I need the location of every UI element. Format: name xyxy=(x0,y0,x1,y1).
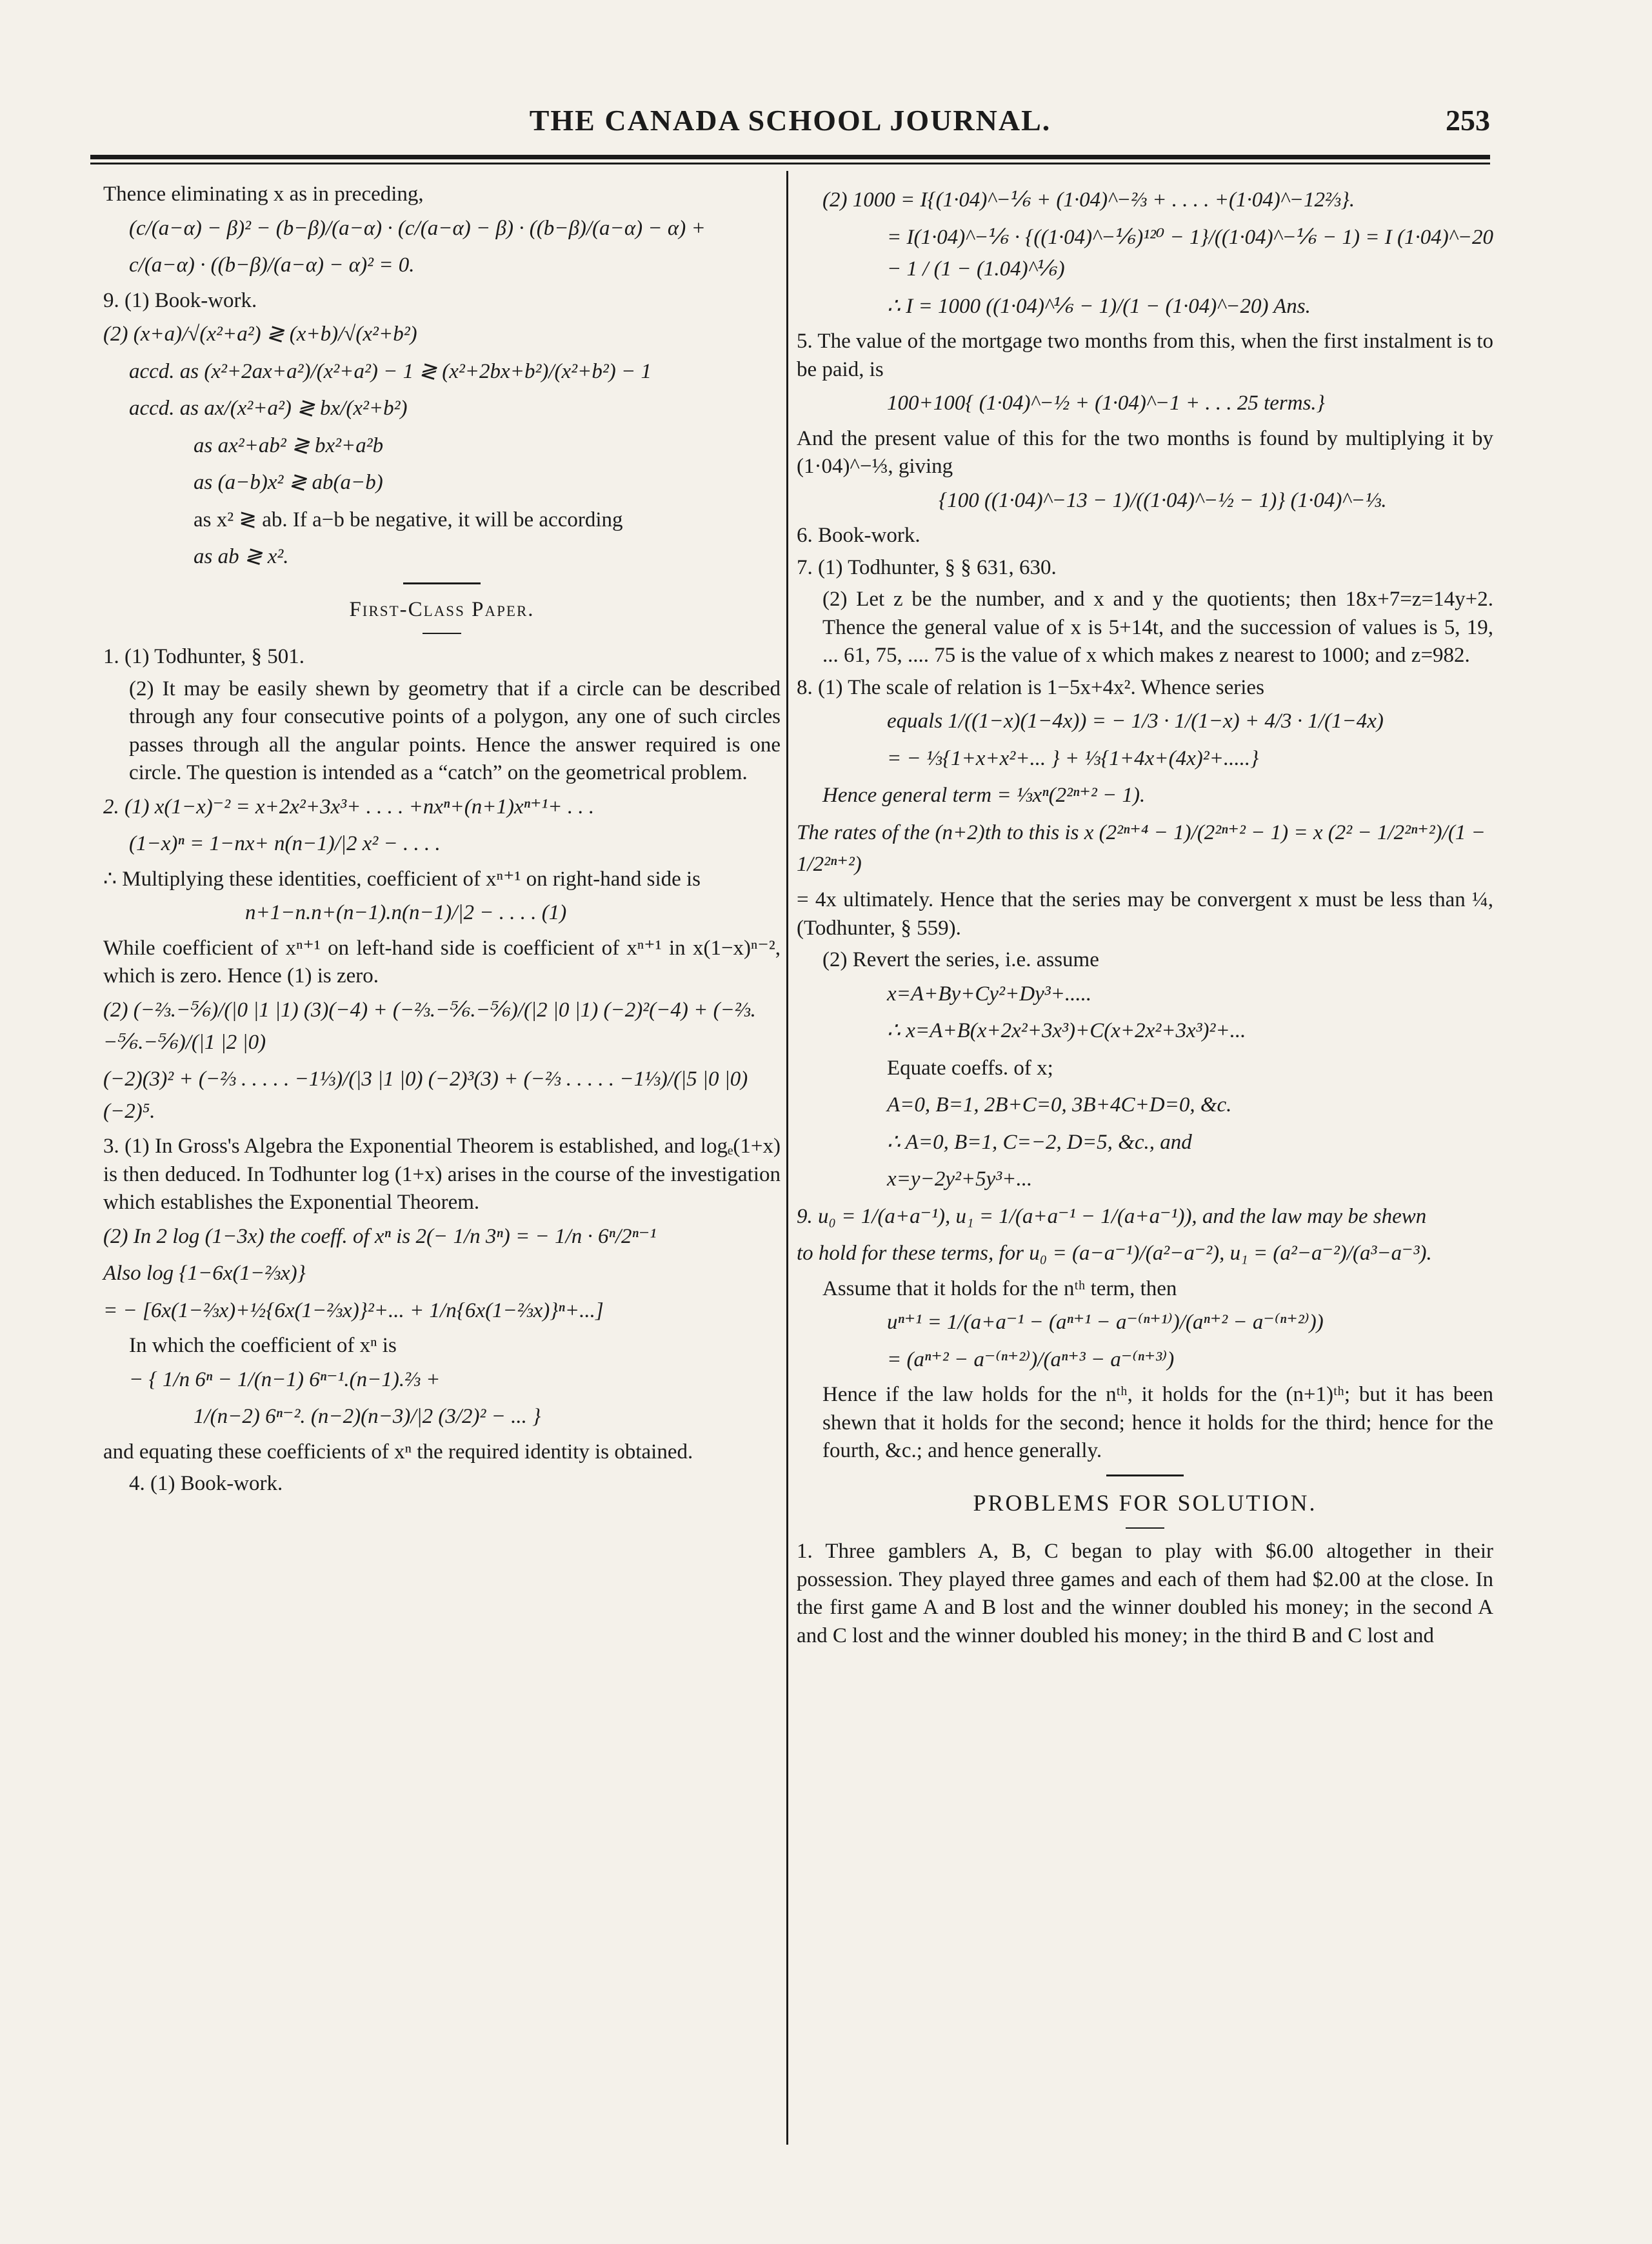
section-rule xyxy=(403,582,481,584)
equation: as ab ≷ x². xyxy=(194,545,289,569)
equation: x=A+By+Cy²+Dy³+..... xyxy=(887,982,1092,1006)
equation: x=y−2y²+5y³+... xyxy=(887,1167,1033,1191)
paragraph: 8. (1) The scale of relation is 1−5x+4x². Whence series xyxy=(797,675,1264,699)
equation: uⁿ⁺¹ = 1/(a+a⁻¹ − (aⁿ⁺¹ − a⁻⁽ⁿ⁺¹⁾)/(aⁿ⁺² − a⁻⁽ⁿ⁺²⁾)) xyxy=(887,1311,1324,1335)
equation: 1/(n−2) 6ⁿ⁻². (n−2)(n−3)/|2 (3/2)² − ... } xyxy=(194,1405,541,1429)
running-header xyxy=(90,103,1490,148)
equation: = I(1·04)^−⅙ · {((1·04)^−⅙)¹²⁰ − 1}/((1·04)^−⅙ − 1) = I (1·04)^−20 − 1 / (1 − (1.04)^⅙) xyxy=(887,225,1493,281)
section-rule xyxy=(423,633,461,634)
equation: Hence general term = ⅓xⁿ(2²ⁿ⁺² − 1). xyxy=(822,784,1146,808)
left-column xyxy=(103,181,781,1502)
equation: (2) In 2 log (1−3x) the coeff. of xⁿ is 2(− 1/n 3ⁿ) = − 1/n · 6ⁿ/2ⁿ⁻¹ xyxy=(103,1224,657,1248)
paragraph: Hence if the law holds for the nᵗʰ, it holds for the (n+1)ᵗʰ; but it has been shewn that it holds for the second; hence it holds for the third; hence for the fourth, &c.; and hence generally. xyxy=(822,1383,1493,1463)
equation: (−2)(3)² + (−⅔ . . . . . −1⅓)/(|3 |1 |0) (−2)³(3) + (−⅔ . . . . . −1⅓)/(|5 |0 |0) (−2)⁵. xyxy=(103,1067,748,1123)
answer-heading: 6. Book-work. xyxy=(797,524,921,548)
equation: accd. as ax/(x²+a²) ≷ bx/(x²+b²) xyxy=(129,397,408,421)
equation: n+1−n.n+(n−1).n(n−1)/|2 − . . . . (1) xyxy=(245,901,567,925)
section-heading: First-Class Paper. xyxy=(349,597,535,621)
answer-heading: 9. (1) Book-work. xyxy=(103,288,257,312)
equation: − { 1/n 6ⁿ − 1/(n−1) 6ⁿ⁻¹.(n−1).⅔ + xyxy=(129,1367,441,1391)
equation: ∴ I = 1000 ((1·04)^⅙ − 1)/(1 − (1·04)^−20) Ans. xyxy=(887,294,1311,318)
equation: {100 ((1·04)^−13 − 1)/((1·04)^−½ − 1)} (1·04)^−⅓. xyxy=(939,488,1387,512)
equation: The rates of the (n+2)th to this is x (2²ⁿ⁺⁴ − 1)/(2²ⁿ⁺² − 1) = x (2² − 1/2²ⁿ⁺²)/(1 − 1/2²ⁿ⁺²) xyxy=(797,820,1486,877)
journal-title: THE CANADA SCHOOL JOURNAL. xyxy=(529,104,1051,137)
paragraph: = 4x ultimately. Hence that the series may be convergent x must be less than ¼, (Todhunter, § 559). xyxy=(797,888,1493,940)
equation: accd. as (x²+2ax+a²)/(x²+a²) − 1 ≷ (x²+2bx+b²)/(x²+b²) − 1 xyxy=(129,359,652,383)
equation: (2) (−⅔.−⅚)/(|0 |1 |1) (3)(−4) + (−⅔.−⅚.−⅚)/(|2 |0 |1) (−2)²(−4) + (−⅔.−⅚.−⅚)/(|1 |2 |0) xyxy=(103,998,756,1054)
equation: Also log {1−6x(1−⅔x)} xyxy=(103,1262,306,1286)
equation: to hold for these terms, for u₀ = (a−a⁻¹)/(a²−a⁻²), u₁ = (a²−a⁻²)/(a³−a⁻³). xyxy=(797,1242,1432,1266)
paragraph: ∴ Multiplying these identities, coefficient of xⁿ⁺¹ on right-hand side is xyxy=(103,867,701,891)
answer-heading: 7. (1) Todhunter, § § 631, 630. xyxy=(797,555,1057,579)
equation: as ax²+ab² ≷ bx²+a²b xyxy=(194,433,384,457)
page-number: 253 xyxy=(1446,104,1490,137)
equation: = − [6x(1−⅔x)+½{6x(1−⅔x)}²+... + 1/n{6x(1−⅔x)}ⁿ+...] xyxy=(103,1298,604,1322)
section-rule xyxy=(1106,1474,1184,1476)
paragraph: And the present value of this for the two months is found by multiplying it by (1·04)^−⅓, giving xyxy=(797,426,1493,479)
section-rule xyxy=(1126,1527,1164,1529)
equation: Equate coeffs. of x; xyxy=(887,1056,1053,1080)
equation: equals 1/((1−x)(1−4x)) = − 1/3 · 1/(1−x) + 4/3 · 1/(1−4x) xyxy=(887,710,1384,733)
paragraph: 3. (1) In Gross's Algebra the Exponential Theorem is established, and logₑ(1+x) is then deduced. In Todhunter log (1+x) arises in the course of the investigation which establishes the Exponential Theorem. xyxy=(103,1135,781,1215)
equation: (1−x)ⁿ = 1−nx+ n(n−1)/|2 x² − . . . . xyxy=(129,832,441,856)
text-line: (2) Revert the series, i.e. assume xyxy=(822,948,1099,972)
header-rule-thin xyxy=(90,163,1490,164)
paragraph: 5. The value of the mortgage two months from this, when the first instalment is to be paid, is xyxy=(797,330,1493,381)
paragraph: (2) Let z be the number, and x and y the quotients; then 18x+7=z=14y+2. Thence the general value of x is 5+14t, and the succession of values is 5, 19, ... 61, 75, .... 75 is the value of x which makes z nearest to 1000; and z=982. xyxy=(822,588,1493,668)
column-divider xyxy=(786,171,788,2145)
section-heading: PROBLEMS FOR SOLUTION. xyxy=(973,1489,1317,1516)
equation: ∴ x=A+B(x+2x²+3x³)+C(x+2x²+3x³)²+... xyxy=(887,1019,1246,1043)
problem-paragraph: 1. Three gamblers A, B, C began to play with $6.00 altogether in their possession. They played three games and each of them had $2.00 at the close. In the first game A and B lost and the winner doubled his money; in the second A and C lost and the winner doubled his money; in the third B and C lost and xyxy=(797,1540,1493,1647)
answer-heading: 4. (1) Book-work. xyxy=(129,1472,283,1496)
equation: = (aⁿ⁺² − a⁻⁽ⁿ⁺²⁾)/(aⁿ⁺³ − a⁻⁽ⁿ⁺³⁾) xyxy=(887,1347,1175,1371)
equation: (2) 1000 = I{(1·04)^−⅙ + (1·04)^−⅔ + . . . . +(1·04)^−12⅔}. xyxy=(822,188,1355,212)
paragraph: (2) It may be easily shewn by geometry that if a circle can be described through any four consecutive points of a polygon, any one of such circles passes through all the angular points. Hence the answer required is one circle. The question is intended as a “catch” on the geometrical problem. xyxy=(129,677,781,785)
equation: 100+100{ (1·04)^−½ + (1·04)^−1 + . . . 25 terms.} xyxy=(887,392,1325,415)
paragraph: While coefficient of xⁿ⁺¹ on left-hand side is coefficient of xⁿ⁺¹ in x(1−x)ⁿ⁻², which is zero. Hence (1) is zero. xyxy=(103,936,781,988)
equation: ∴ A=0, B=1, C=−2, D=5, &c., and xyxy=(887,1130,1192,1154)
equation: (c/(a−α) − β)² − (b−β)/(a−α) · (c/(a−α) − β) · ((b−β)/(a−α) − α) + xyxy=(129,216,706,240)
equation: (2) (x+a)/√(x²+a²) ≷ (x+b)/√(x²+b²) xyxy=(103,323,417,346)
equation: 2. (1) x(1−x)⁻² = x+2x²+3x³+ . . . . +nxⁿ+(n+1)xⁿ⁺¹+ . . . xyxy=(103,795,595,819)
equation: 9. u₀ = 1/(a+a⁻¹), u₁ = 1/(a+a⁻¹ − 1/(a+a⁻¹)), and the law may be shewn xyxy=(797,1204,1427,1228)
text-line: In which the coefficient of xⁿ is xyxy=(129,1334,397,1358)
paragraph: and equating these coefficients of xⁿ the required identity is obtained. xyxy=(103,1440,693,1464)
equation: = − ⅓{1+x+x²+... } + ⅓{1+4x+(4x)²+.....} xyxy=(887,746,1259,770)
equation: as x² ≷ ab. If a−b be negative, it will be according xyxy=(194,508,623,531)
equation: c/(a−α) · ((b−β)/(a−α) − α)² = 0. xyxy=(129,253,415,277)
right-column xyxy=(797,181,1493,1654)
answer-heading: 1. (1) Todhunter, § 501. xyxy=(103,645,304,669)
equation: A=0, B=1, 2B+C=0, 3B+4C+D=0, &c. xyxy=(887,1093,1232,1117)
header-rule-thick xyxy=(90,155,1490,159)
equation: as (a−b)x² ≷ ab(a−b) xyxy=(194,471,383,495)
text-line: Thence eliminating x as in preceding, xyxy=(103,183,424,206)
text-line: Assume that it holds for the nᵗʰ term, then xyxy=(822,1276,1177,1300)
